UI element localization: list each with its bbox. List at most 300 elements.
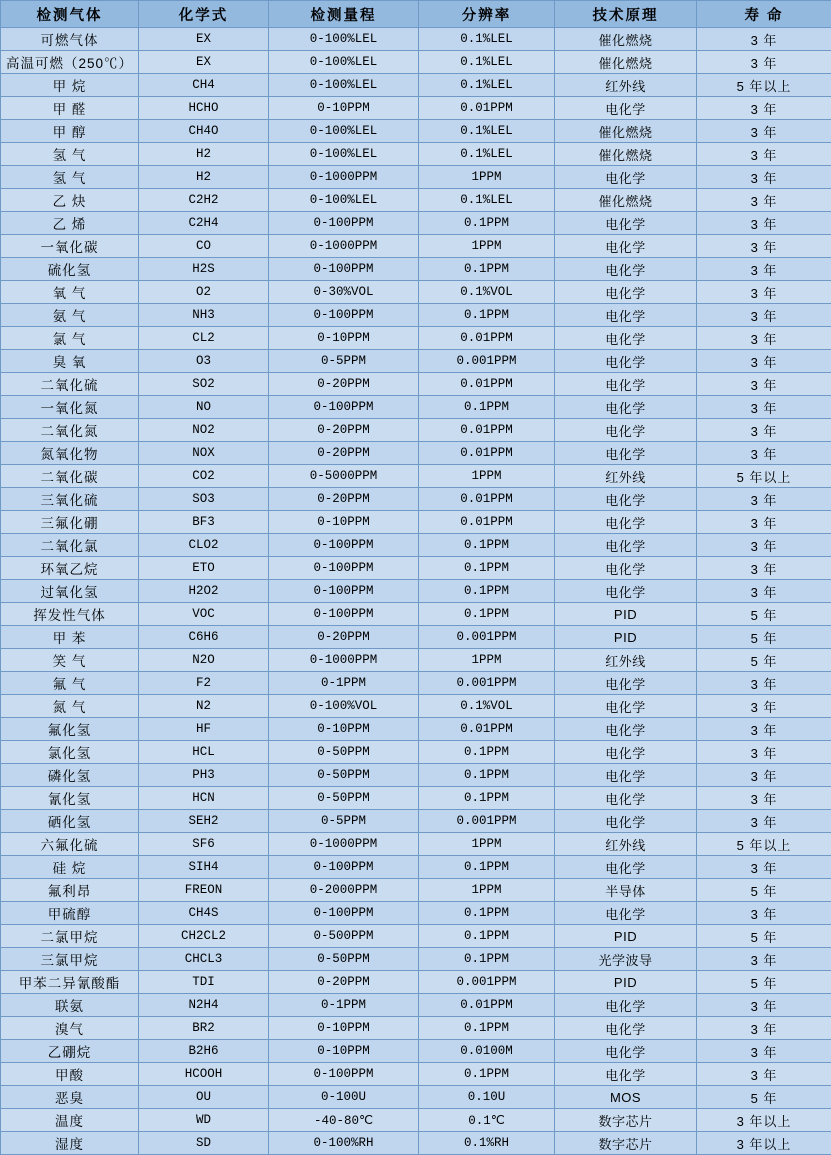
cell-formula: CH4 [139,74,269,97]
cell-range: 0-100PPM [269,396,419,419]
table-row [1,833,831,856]
table-row [1,51,831,74]
cell-gas-name: 甲酸 [1,1063,139,1086]
cell-gas-name: 氰化氢 [1,787,139,810]
cell-resolution: 0.01PPM [419,718,555,741]
cell-formula: SD [139,1132,269,1155]
cell-technology: PID [555,626,697,649]
cell-formula: NH3 [139,304,269,327]
cell-lifespan: 3 年 [697,396,831,419]
cell-technology: 数字芯片 [555,1109,697,1132]
cell-formula: HCHO [139,97,269,120]
cell-lifespan: 3 年 [697,534,831,557]
cell-lifespan: 3 年 [697,1040,831,1063]
table-row [1,74,831,97]
cell-formula: O2 [139,281,269,304]
cell-resolution: 0.1PPM [419,212,555,235]
cell-range: 0-100%LEL [269,74,419,97]
cell-lifespan: 3 年 [697,350,831,373]
cell-technology: 数字芯片 [555,1132,697,1155]
cell-lifespan: 3 年 [697,258,831,281]
cell-range: 0-50PPM [269,948,419,971]
cell-formula: C6H6 [139,626,269,649]
cell-gas-name: 甲 烷 [1,74,139,97]
cell-technology: 电化学 [555,97,697,120]
cell-lifespan: 3 年 [697,51,831,74]
cell-technology: 电化学 [555,856,697,879]
cell-gas-name: 高温可燃（250℃） [1,51,139,74]
cell-gas-name: 湿度 [1,1132,139,1155]
cell-technology: 电化学 [555,787,697,810]
cell-gas-name: 乙 烯 [1,212,139,235]
cell-range: 0-50PPM [269,764,419,787]
cell-formula: HF [139,718,269,741]
cell-range: 0-100%RH [269,1132,419,1155]
column-header-lifespan: 寿 命 [697,1,831,28]
cell-lifespan: 3 年 [697,764,831,787]
cell-formula: OU [139,1086,269,1109]
table-row [1,1017,831,1040]
cell-formula: SIH4 [139,856,269,879]
cell-formula: C2H2 [139,189,269,212]
table-row [1,948,831,971]
cell-formula: B2H6 [139,1040,269,1063]
cell-resolution: 0.1℃ [419,1109,555,1132]
cell-gas-name: 氟化氢 [1,718,139,741]
cell-technology: 电化学 [555,350,697,373]
table-row [1,879,831,902]
cell-resolution: 0.0100M [419,1040,555,1063]
cell-gas-name: 三氯甲烷 [1,948,139,971]
cell-range: 0-100PPM [269,557,419,580]
cell-formula: BF3 [139,511,269,534]
table-row [1,327,831,350]
cell-resolution: 0.1PPM [419,1063,555,1086]
cell-technology: 电化学 [555,419,697,442]
cell-gas-name: 甲 醛 [1,97,139,120]
table-row [1,511,831,534]
cell-technology: 电化学 [555,695,697,718]
cell-technology: 电化学 [555,488,697,511]
cell-technology: 电化学 [555,810,697,833]
cell-resolution: 0.01PPM [419,442,555,465]
cell-formula: CHCL3 [139,948,269,971]
cell-resolution: 0.1%VOL [419,281,555,304]
cell-range: 0-1000PPM [269,235,419,258]
cell-resolution: 0.01PPM [419,511,555,534]
table-row [1,373,831,396]
cell-formula: TDI [139,971,269,994]
cell-range: 0-100%VOL [269,695,419,718]
cell-technology: 催化燃烧 [555,189,697,212]
cell-range: 0-10PPM [269,1017,419,1040]
cell-technology: 催化燃烧 [555,51,697,74]
cell-resolution: 1PPM [419,166,555,189]
cell-lifespan: 3 年 [697,1017,831,1040]
cell-technology: 电化学 [555,1017,697,1040]
cell-gas-name: 氟利昂 [1,879,139,902]
cell-lifespan: 3 年 [697,166,831,189]
cell-formula: CO2 [139,465,269,488]
cell-lifespan: 3 年 [697,442,831,465]
cell-formula: PH3 [139,764,269,787]
cell-formula: HCN [139,787,269,810]
cell-resolution: 0.1PPM [419,557,555,580]
column-header-range: 检测量程 [269,1,419,28]
cell-range: 0-100PPM [269,856,419,879]
cell-resolution: 0.1PPM [419,764,555,787]
cell-technology: 光学波导 [555,948,697,971]
table-row [1,465,831,488]
table-row [1,672,831,695]
table-row [1,442,831,465]
cell-gas-name: 六氟化硫 [1,833,139,856]
cell-range: 0-50PPM [269,741,419,764]
cell-range: 0-10PPM [269,511,419,534]
cell-resolution: 0.001PPM [419,350,555,373]
cell-gas-name: 氯 气 [1,327,139,350]
cell-lifespan: 3 年 [697,580,831,603]
table-row [1,1132,831,1155]
cell-range: 0-10PPM [269,327,419,350]
cell-formula: HCL [139,741,269,764]
cell-resolution: 0.01PPM [419,419,555,442]
cell-gas-name: 笑 气 [1,649,139,672]
table-row [1,396,831,419]
cell-range: 0-1000PPM [269,833,419,856]
cell-range: 0-100%LEL [269,120,419,143]
table-row [1,764,831,787]
table-row [1,925,831,948]
cell-resolution: 0.1PPM [419,580,555,603]
cell-range: 0-1PPM [269,994,419,1017]
cell-formula: CH4O [139,120,269,143]
cell-range: 0-100%LEL [269,28,419,51]
cell-lifespan: 3 年 [697,327,831,350]
cell-lifespan: 3 年 [697,281,831,304]
cell-range: 0-100PPM [269,1063,419,1086]
cell-resolution: 1PPM [419,879,555,902]
cell-range: 0-100U [269,1086,419,1109]
cell-range: 0-100%LEL [269,143,419,166]
cell-technology: PID [555,971,697,994]
cell-lifespan: 3 年 [697,120,831,143]
cell-technology: 红外线 [555,465,697,488]
table-row [1,580,831,603]
cell-range: 0-100%LEL [269,189,419,212]
cell-technology: 半导体 [555,879,697,902]
table-row [1,695,831,718]
cell-formula: SEH2 [139,810,269,833]
cell-lifespan: 3 年 [697,304,831,327]
cell-technology: 电化学 [555,258,697,281]
cell-technology: 电化学 [555,718,697,741]
cell-range: 0-10PPM [269,1040,419,1063]
cell-resolution: 0.1PPM [419,902,555,925]
table-row [1,189,831,212]
cell-lifespan: 5 年 [697,879,831,902]
cell-lifespan: 3 年 [697,373,831,396]
cell-technology: 电化学 [555,534,697,557]
cell-gas-name: 三氟化硼 [1,511,139,534]
cell-lifespan: 3 年 [697,212,831,235]
cell-lifespan: 3 年 [697,28,831,51]
cell-resolution: 0.001PPM [419,971,555,994]
table-row [1,856,831,879]
cell-range: 0-100PPM [269,580,419,603]
cell-lifespan: 3 年 [697,718,831,741]
cell-technology: PID [555,925,697,948]
cell-gas-name: 一氧化碳 [1,235,139,258]
cell-gas-name: 甲 苯 [1,626,139,649]
table-row [1,1109,831,1132]
cell-resolution: 0.01PPM [419,994,555,1017]
cell-gas-name: 硒化氢 [1,810,139,833]
cell-gas-name: 二氧化氯 [1,534,139,557]
cell-formula: ETO [139,557,269,580]
cell-resolution: 0.1%LEL [419,28,555,51]
cell-gas-name: 二氧化硫 [1,373,139,396]
table-row [1,603,831,626]
cell-formula: H2O2 [139,580,269,603]
cell-gas-name: 甲苯二异氰酸酯 [1,971,139,994]
cell-technology: 催化燃烧 [555,120,697,143]
cell-resolution: 0.1PPM [419,258,555,281]
cell-lifespan: 3 年 [697,1063,831,1086]
cell-lifespan: 5 年以上 [697,74,831,97]
cell-gas-name: 甲 醇 [1,120,139,143]
cell-technology: 电化学 [555,557,697,580]
table-body [1,28,831,1155]
cell-gas-name: 可燃气体 [1,28,139,51]
cell-formula: EX [139,51,269,74]
cell-gas-name: 氯化氢 [1,741,139,764]
cell-technology: 电化学 [555,212,697,235]
table-row [1,350,831,373]
cell-resolution: 0.1PPM [419,304,555,327]
cell-technology: PID [555,603,697,626]
cell-resolution: 0.1PPM [419,534,555,557]
table-row [1,304,831,327]
cell-gas-name: 二氧化碳 [1,465,139,488]
cell-lifespan: 3 年 [697,557,831,580]
table-row [1,902,831,925]
cell-technology: 电化学 [555,304,697,327]
cell-range: 0-20PPM [269,419,419,442]
cell-range: 0-1PPM [269,672,419,695]
table-row [1,971,831,994]
table-row [1,258,831,281]
cell-technology: 电化学 [555,1040,697,1063]
cell-formula: NO2 [139,419,269,442]
cell-gas-name: 氮 气 [1,695,139,718]
cell-resolution: 0.01PPM [419,488,555,511]
cell-range: 0-100PPM [269,258,419,281]
cell-technology: MOS [555,1086,697,1109]
cell-gas-name: 二氧化氮 [1,419,139,442]
column-header-resolution: 分辨率 [419,1,555,28]
cell-formula: N2 [139,695,269,718]
cell-resolution: 0.1PPM [419,1017,555,1040]
cell-formula: H2 [139,166,269,189]
cell-resolution: 1PPM [419,833,555,856]
cell-formula: H2 [139,143,269,166]
cell-technology: 电化学 [555,281,697,304]
table-row [1,1063,831,1086]
cell-gas-name: 溴气 [1,1017,139,1040]
column-header-formula: 化学式 [139,1,269,28]
cell-lifespan: 3 年 [697,511,831,534]
table-row [1,1086,831,1109]
cell-technology: 催化燃烧 [555,143,697,166]
cell-formula: O3 [139,350,269,373]
table-row [1,534,831,557]
table-row [1,488,831,511]
cell-resolution: 1PPM [419,235,555,258]
cell-range: -40-80℃ [269,1109,419,1132]
cell-gas-name: 臭 氧 [1,350,139,373]
column-header-technology: 技术原理 [555,1,697,28]
cell-gas-name: 硅 烷 [1,856,139,879]
cell-gas-name: 氧 气 [1,281,139,304]
cell-range: 0-100%LEL [269,51,419,74]
cell-resolution: 0.10U [419,1086,555,1109]
cell-lifespan: 3 年 [697,97,831,120]
table-row [1,810,831,833]
cell-range: 0-20PPM [269,971,419,994]
table-header [1,1,831,28]
cell-technology: 电化学 [555,166,697,189]
cell-resolution: 0.1%LEL [419,51,555,74]
cell-lifespan: 3 年 [697,235,831,258]
cell-resolution: 0.1PPM [419,396,555,419]
cell-formula: SO2 [139,373,269,396]
cell-range: 0-10PPM [269,97,419,120]
cell-range: 0-20PPM [269,626,419,649]
cell-gas-name: 环氧乙烷 [1,557,139,580]
cell-technology: 电化学 [555,1063,697,1086]
cell-range: 0-100PPM [269,603,419,626]
table-row [1,626,831,649]
cell-technology: 电化学 [555,902,697,925]
cell-range: 0-100PPM [269,212,419,235]
cell-formula: C2H4 [139,212,269,235]
cell-formula: BR2 [139,1017,269,1040]
cell-technology: 催化燃烧 [555,28,697,51]
cell-gas-name: 温度 [1,1109,139,1132]
table-row [1,212,831,235]
cell-technology: 电化学 [555,327,697,350]
table-row [1,1040,831,1063]
cell-gas-name: 甲硫醇 [1,902,139,925]
cell-gas-name: 联氨 [1,994,139,1017]
cell-technology: 电化学 [555,442,697,465]
cell-gas-name: 乙 炔 [1,189,139,212]
cell-lifespan: 3 年以上 [697,1132,831,1155]
cell-lifespan: 5 年 [697,971,831,994]
cell-technology: 电化学 [555,741,697,764]
cell-resolution: 0.01PPM [419,373,555,396]
cell-range: 0-20PPM [269,488,419,511]
cell-technology: 电化学 [555,994,697,1017]
cell-gas-name: 氟 气 [1,672,139,695]
cell-lifespan: 3 年 [697,695,831,718]
cell-lifespan: 3 年 [697,189,831,212]
cell-technology: 电化学 [555,235,697,258]
cell-range: 0-1000PPM [269,649,419,672]
cell-range: 0-100PPM [269,534,419,557]
cell-range: 0-30%VOL [269,281,419,304]
cell-gas-name: 恶臭 [1,1086,139,1109]
table-row [1,281,831,304]
cell-formula: CO [139,235,269,258]
cell-technology: 电化学 [555,580,697,603]
cell-lifespan: 3 年 [697,902,831,925]
cell-technology: 电化学 [555,764,697,787]
column-header-gas: 检测气体 [1,1,139,28]
cell-lifespan: 3 年 [697,787,831,810]
cell-resolution: 1PPM [419,649,555,672]
cell-gas-name: 磷化氢 [1,764,139,787]
cell-technology: 电化学 [555,511,697,534]
cell-formula: WD [139,1109,269,1132]
table-row [1,787,831,810]
table-row [1,143,831,166]
cell-formula: SF6 [139,833,269,856]
cell-gas-name: 二氯甲烷 [1,925,139,948]
cell-gas-name: 氢 气 [1,143,139,166]
table-row [1,28,831,51]
cell-gas-name: 三氧化硫 [1,488,139,511]
cell-resolution: 0.001PPM [419,672,555,695]
cell-range: 0-5000PPM [269,465,419,488]
cell-gas-name: 一氧化氮 [1,396,139,419]
cell-technology: 红外线 [555,649,697,672]
cell-lifespan: 5 年 [697,603,831,626]
cell-resolution: 0.1%LEL [419,74,555,97]
table-row [1,741,831,764]
cell-technology: 电化学 [555,373,697,396]
cell-gas-name: 乙硼烷 [1,1040,139,1063]
cell-lifespan: 5 年以上 [697,833,831,856]
cell-formula: CLO2 [139,534,269,557]
cell-resolution: 0.1%RH [419,1132,555,1155]
cell-lifespan: 5 年 [697,925,831,948]
cell-gas-name: 氮氧化物 [1,442,139,465]
table-row [1,166,831,189]
cell-formula: VOC [139,603,269,626]
cell-technology: 电化学 [555,396,697,419]
cell-formula: FREON [139,879,269,902]
cell-formula: N2H4 [139,994,269,1017]
cell-lifespan: 3 年 [697,419,831,442]
cell-lifespan: 3 年 [697,856,831,879]
cell-formula: NOX [139,442,269,465]
cell-formula: F2 [139,672,269,695]
cell-lifespan: 5 年 [697,649,831,672]
cell-range: 0-10PPM [269,718,419,741]
cell-gas-name: 过氧化氢 [1,580,139,603]
cell-lifespan: 3 年 [697,948,831,971]
cell-resolution: 0.01PPM [419,97,555,120]
cell-lifespan: 3 年 [697,810,831,833]
cell-formula: CH4S [139,902,269,925]
cell-lifespan: 5 年 [697,626,831,649]
cell-resolution: 0.001PPM [419,626,555,649]
cell-resolution: 0.1PPM [419,741,555,764]
cell-technology: 红外线 [555,833,697,856]
table-row [1,235,831,258]
